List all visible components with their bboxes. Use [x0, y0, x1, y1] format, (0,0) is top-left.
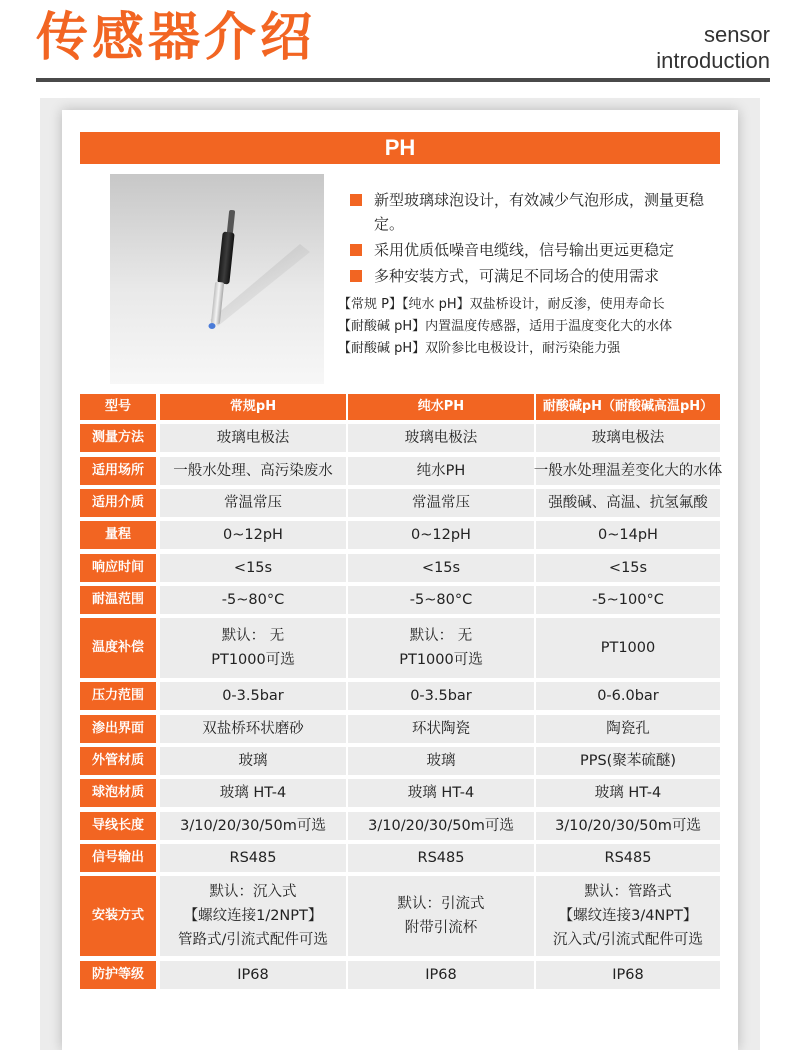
cell-text: 常温常压	[412, 494, 470, 511]
table-cell	[160, 489, 346, 517]
cell-text: 0-3.5bar	[222, 688, 284, 705]
feature-item	[350, 238, 730, 262]
table-cell	[160, 876, 346, 956]
table-row	[80, 812, 720, 840]
product-photo	[110, 174, 324, 384]
table-row	[80, 554, 720, 582]
table-cell	[160, 747, 346, 775]
cell-text: 一般水处理、高污染废水	[173, 462, 333, 479]
table-cell	[160, 554, 346, 582]
row-label	[80, 961, 156, 989]
table-row	[80, 618, 720, 678]
table-cell	[536, 521, 720, 549]
table-header-cell	[160, 394, 346, 420]
cell-text: 默认：沉入式	[209, 884, 297, 901]
feature-list	[350, 188, 730, 290]
row-label-text: 响应时间	[91, 559, 144, 575]
bullet-square-icon	[350, 244, 362, 256]
row-label-text: 温度补偿	[91, 640, 144, 656]
note-line: 【常规 P】【纯水 pH】双盐桥设计，耐反渗，使用寿命长	[338, 297, 665, 312]
cell-text: 玻璃电极法	[404, 430, 478, 447]
table-cell	[348, 554, 534, 582]
row-label	[80, 844, 156, 872]
row-label-text: 适用场所	[91, 462, 144, 478]
row-label	[80, 489, 156, 517]
cell-text: 玻璃 HT-4	[594, 785, 662, 802]
cell-text: 默认：引流式	[397, 896, 485, 913]
table-cell	[160, 715, 346, 743]
note-line: 【耐酸碱 pH】双阶参比电极设计，耐污染能力强	[338, 341, 621, 356]
table-cell	[536, 779, 720, 807]
table-row	[80, 682, 720, 710]
cell-text: <15s	[421, 559, 461, 576]
english-subtitle	[656, 22, 770, 74]
cell-text: PT1000可选	[399, 652, 483, 669]
table-cell	[160, 812, 346, 840]
row-label-text: 适用介质	[91, 494, 144, 510]
table-cell	[536, 844, 720, 872]
row-label	[80, 457, 156, 485]
table-cell	[536, 424, 720, 452]
row-label-text: 渗出界面	[91, 720, 144, 736]
table-cell	[348, 521, 534, 549]
table-cell	[160, 521, 346, 549]
table-row	[80, 844, 720, 872]
cell-text: 0-6.0bar	[597, 688, 659, 705]
table-row	[80, 961, 720, 989]
table-cell	[536, 961, 720, 989]
table-row	[80, 715, 720, 743]
cell-text: 默认： 无	[409, 628, 473, 645]
row-label-text: 导线长度	[91, 817, 144, 833]
cell-text: 玻璃 HT-4	[219, 785, 287, 802]
table-cell	[536, 489, 720, 517]
table-header-cell	[80, 394, 156, 420]
feature-item	[350, 264, 730, 288]
row-label	[80, 554, 156, 582]
table-cell	[533, 457, 723, 485]
table-cell	[348, 618, 534, 678]
cell-text: IP68	[612, 966, 644, 983]
cell-text: RS485	[229, 849, 277, 866]
table-cell	[536, 586, 720, 614]
cell-text: 玻璃电极法	[216, 430, 290, 447]
table-row	[80, 586, 720, 614]
row-label-text: 信号输出	[91, 849, 144, 865]
table-row	[80, 424, 720, 452]
table-cell	[536, 876, 720, 956]
table-row	[80, 457, 723, 485]
table-cell	[536, 618, 720, 678]
cell-text: 沉入式/引流式配件可选	[553, 932, 703, 949]
row-label	[80, 715, 156, 743]
row-label	[80, 682, 156, 710]
header-text: 型号	[104, 399, 131, 414]
table-cell	[160, 586, 346, 614]
bullet-square-icon	[350, 270, 362, 282]
cell-text: PT1000	[600, 640, 656, 657]
row-label-text: 测量方法	[91, 430, 144, 446]
table-row	[80, 779, 720, 807]
notes-list	[338, 294, 738, 360]
cell-text: 0-3.5bar	[410, 688, 472, 705]
table-cell	[536, 554, 720, 582]
cell-text: 附带引流杯	[404, 920, 478, 937]
row-label-text: 耐温范围	[91, 591, 144, 607]
row-label-text: 压力范围	[91, 688, 144, 704]
table-cell	[348, 586, 534, 614]
row-label	[80, 521, 156, 549]
table-cell	[348, 876, 534, 956]
table-cell	[160, 682, 346, 710]
table-cell	[348, 961, 534, 989]
page-title: 传感器介绍	[36, 8, 317, 68]
header-divider	[36, 78, 770, 82]
table-header-cell	[348, 394, 534, 420]
table-row	[80, 489, 720, 517]
cell-text: 3/10/20/30/50m可选	[180, 817, 326, 834]
cell-text: 陶瓷孔	[606, 720, 650, 737]
row-label-text: 量程	[104, 527, 131, 543]
table-cell	[348, 844, 534, 872]
cell-text: PPS(聚苯硫醚)	[579, 753, 676, 769]
table-cell	[536, 812, 720, 840]
table-cell	[348, 779, 534, 807]
row-label-text: 安装方式	[91, 908, 144, 924]
cell-text: 【螺纹连接3/4NPT】	[558, 908, 698, 925]
table-row	[80, 747, 720, 775]
table-cell	[348, 747, 534, 775]
table-cell	[160, 779, 346, 807]
cell-text: 【螺纹连接1/2NPT】	[183, 908, 323, 925]
note-line: 【耐酸碱 pH】内置温度传感器，适用于温度变化大的水体	[338, 319, 673, 334]
header-text: 常规pH	[229, 399, 277, 414]
cell-text: <15s	[233, 559, 273, 576]
feature-text: 多种安装方式，可满足不同场合的使用需求	[374, 267, 660, 285]
bullet-square-icon	[350, 194, 362, 206]
table-cell	[160, 844, 346, 872]
table-cell	[160, 961, 346, 989]
header-text: 纯水PH	[417, 399, 465, 414]
row-label	[80, 424, 156, 452]
table-cell	[348, 424, 534, 452]
cell-text: 0~12pH	[411, 527, 471, 544]
cell-text: 玻璃	[426, 753, 456, 769]
cell-text: 0~14pH	[598, 527, 658, 544]
row-label	[80, 586, 156, 614]
table-header-row	[80, 394, 720, 420]
table-row	[80, 876, 720, 956]
row-label	[80, 618, 156, 678]
table-cell	[348, 715, 534, 743]
ph-probe-illustration	[110, 174, 324, 384]
row-label	[80, 812, 156, 840]
cell-text: IP68	[237, 966, 269, 983]
cell-text: 环状陶瓷	[412, 720, 470, 737]
cell-text: 玻璃电极法	[591, 430, 665, 447]
cell-text: 默认：管路式	[584, 884, 672, 901]
table-cell	[536, 715, 720, 743]
cell-text: <15s	[608, 559, 648, 576]
table-cell	[348, 812, 534, 840]
cell-text: 3/10/20/30/50m可选	[555, 817, 701, 834]
table-cell	[160, 457, 346, 485]
row-label-text: 球泡材质	[91, 785, 144, 801]
table-cell	[160, 424, 346, 452]
cell-text: 常温常压	[224, 494, 282, 511]
cell-text: 管路式/引流式配件可选	[178, 932, 328, 949]
cell-text: -5~100°C	[592, 591, 664, 608]
cell-text: 0~12pH	[223, 527, 283, 544]
english-subtitle-line1: sensor	[703, 22, 770, 47]
feature-text: 采用优质低噪音电缆线，信号输出更远更稳定	[374, 241, 675, 259]
table-header-cell	[536, 394, 720, 420]
cell-text: 强酸碱、高温、抗氢氟酸	[548, 494, 708, 511]
table-cell	[536, 747, 720, 775]
english-subtitle-line2: introduction	[656, 48, 770, 73]
table-cell	[348, 489, 534, 517]
cell-text: 玻璃	[238, 753, 268, 769]
cell-text: 玻璃 HT-4	[407, 785, 475, 802]
table-row	[80, 521, 720, 549]
cell-text: RS485	[417, 849, 465, 866]
row-label-text: 防护等级	[91, 966, 144, 982]
feature-text: 新型玻璃球泡设计，有效减少气泡形成，测量更稳定。	[374, 191, 705, 233]
row-label	[80, 747, 156, 775]
cell-text: 3/10/20/30/50m可选	[368, 817, 514, 834]
row-label-text: 外管材质	[91, 753, 144, 768]
cell-text: 默认： 无	[221, 628, 285, 645]
cell-text: 双盐桥环状磨砂	[202, 720, 304, 737]
row-label	[80, 876, 156, 956]
cell-text: PT1000可选	[211, 652, 295, 669]
section-title-bar: PH	[80, 132, 720, 164]
cell-text: IP68	[425, 966, 457, 983]
table-cell	[160, 618, 346, 678]
table-cell	[536, 682, 720, 710]
table-cell	[348, 682, 534, 710]
cell-text: -5~80°C	[221, 591, 285, 608]
table-cell	[348, 457, 534, 485]
cell-text: RS485	[604, 849, 652, 866]
cell-text: 一般水处理温差变化大的水体	[533, 462, 723, 479]
cell-text: -5~80°C	[409, 591, 473, 608]
header-text: 耐酸碱pH（耐酸碱高温pH）	[542, 399, 714, 414]
row-label	[80, 779, 156, 807]
feature-item	[350, 188, 730, 236]
cell-text: 纯水PH	[416, 462, 466, 479]
